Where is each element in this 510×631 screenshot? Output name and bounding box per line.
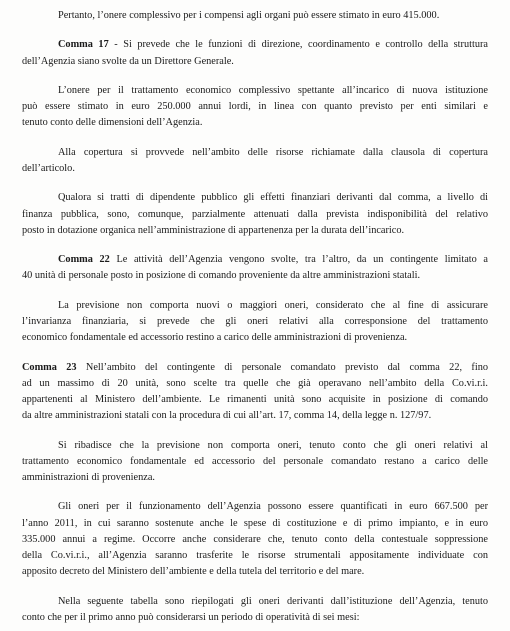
- text-line: l’invarianza finanziaria, si prevede che gli oneri relativi alla corresponsione del trattamento: [22, 316, 488, 327]
- text-line: tenuto conto delle dimensioni dell’Agenzia.: [22, 117, 203, 129]
- text-line: finanza pubblica, sono, comunque, parzialmente attenuati dalla prevista indisponibilità del relativo: [22, 208, 488, 220]
- comma-heading: Comma 17: [58, 39, 109, 51]
- text-line: economico fondamentale ed accessorio restino a carico delle amministrazioni di provenienza.: [22, 332, 408, 344]
- text-line: [22, 252, 488, 268]
- text-line: dell’articolo.: [22, 163, 75, 174]
- text-line: La previsione non comporta nuovi o maggiori oneri, considerato che al fine di assicurare: [58, 299, 488, 311]
- paragraph-comma-17: [22, 37, 488, 69]
- text-line: Si ribadisce che la previsione non comporta oneri, tenuto conto che gli oneri relativi al: [58, 439, 488, 451]
- comma-heading: Comma 22: [58, 254, 110, 266]
- text-line: 40 unità di personale posto in posizione di comando proveniente da altre amministrazioni statali.: [22, 270, 421, 282]
- paragraph-funzionamento: [22, 499, 488, 580]
- text-line: posto in dotazione organica nell’amministrazione di appartenenza per la durata dell’incarico.: [22, 224, 405, 236]
- paragraph-copertura: [22, 145, 488, 177]
- text-line: può essere stimato in euro 250.000 annui lordi, in linea con quanto previsto per enti similari e: [22, 101, 488, 113]
- text-line: Nella seguente tabella sono riepilogati gli oneri derivanti dall’istituzione dell’Agenzia, tenuto: [58, 595, 488, 607]
- text-line: dell’Agenzia siano svolte da un Direttore Generale.: [22, 55, 234, 67]
- text-line: apposito decreto del Ministero dell’ambiente e della tutela del territorio e del mare.: [22, 566, 365, 578]
- paragraph-comma-22: [22, 252, 488, 284]
- text-line: L’onere per il trattamento economico complessivo spettante all’incarico di nuova istituzione: [58, 85, 488, 96]
- text-segment: Nell’ambito del contingente di personale comandato previsto dal comma 22, fino: [76, 361, 488, 373]
- text-line: [22, 360, 488, 376]
- text-line: Pertanto, l’onere complessivo per i compensi agli organi può essere stimato in euro 415.000.: [58, 10, 440, 21]
- text-line: amministrazioni di provenienza.: [22, 472, 155, 483]
- text-line: da altre amministrazioni statali con la procedura di cui all’art. 17, comma 14, della legge n. 127/97.: [22, 410, 432, 422]
- text-segment: - Si prevede che le funzioni di direzione, coordinamento e controllo della struttura: [108, 39, 488, 51]
- paragraph-dipendente-pubblico: [22, 190, 488, 239]
- text-line: conto che per il primo anno può considerarsi un periodo di operatività di sei mesi:: [22, 611, 360, 623]
- text-line: trattamento economico fondamentale ed accessorio del personale comandato restano a carico delle: [22, 455, 488, 467]
- text-line: [22, 37, 488, 53]
- text-line: appartenenti al Ministero dell’ambiente. Le rimanenti unità sono acquisite in posizione di comando: [22, 394, 488, 405]
- paragraph-tabella-intro: [22, 594, 488, 626]
- text-segment: Le attività dell’Agenzia vengono svolte, tra l’altro, da un contingente limitato a: [109, 254, 488, 266]
- text-line: Alla copertura si provvede nell’ambito delle risorse richiamate dalla clausola di copertura: [58, 146, 488, 158]
- paragraph-invarianza: [22, 298, 488, 347]
- paragraph-trattamento-direttore: [22, 83, 488, 132]
- paragraph-comma-23: [22, 360, 488, 425]
- paragraph-ribadisce: [22, 438, 488, 487]
- text-line: della Co.vi.r.i., all’Agenzia saranno trasferite le risorse strumentali appositamente individuate con: [22, 550, 488, 561]
- comma-heading: Comma 23: [22, 361, 77, 373]
- text-line: ad un massimo di 20 unità, sono scelte tra quelle che già operavano nell’ambito della Co.vi.r.i.: [22, 377, 488, 389]
- text-line: Gli oneri per il funzionamento dell’Agenzia possono essere quantificati in euro 667.500 per: [58, 501, 488, 513]
- text-line: l’anno 2011, in cui saranno sostenute anche le spese di costituzione e di primo impianto, e in euro: [22, 517, 488, 529]
- text-line: Qualora si tratti di dipendente pubblico gli effetti finanziari derivanti dal comma, a livello di: [58, 192, 488, 204]
- paragraph-onere-organi: [22, 8, 488, 24]
- text-line: 335.000 annui a regime. Occorre anche considerare che, tenuto conto della contestuale soppressione: [22, 533, 488, 545]
